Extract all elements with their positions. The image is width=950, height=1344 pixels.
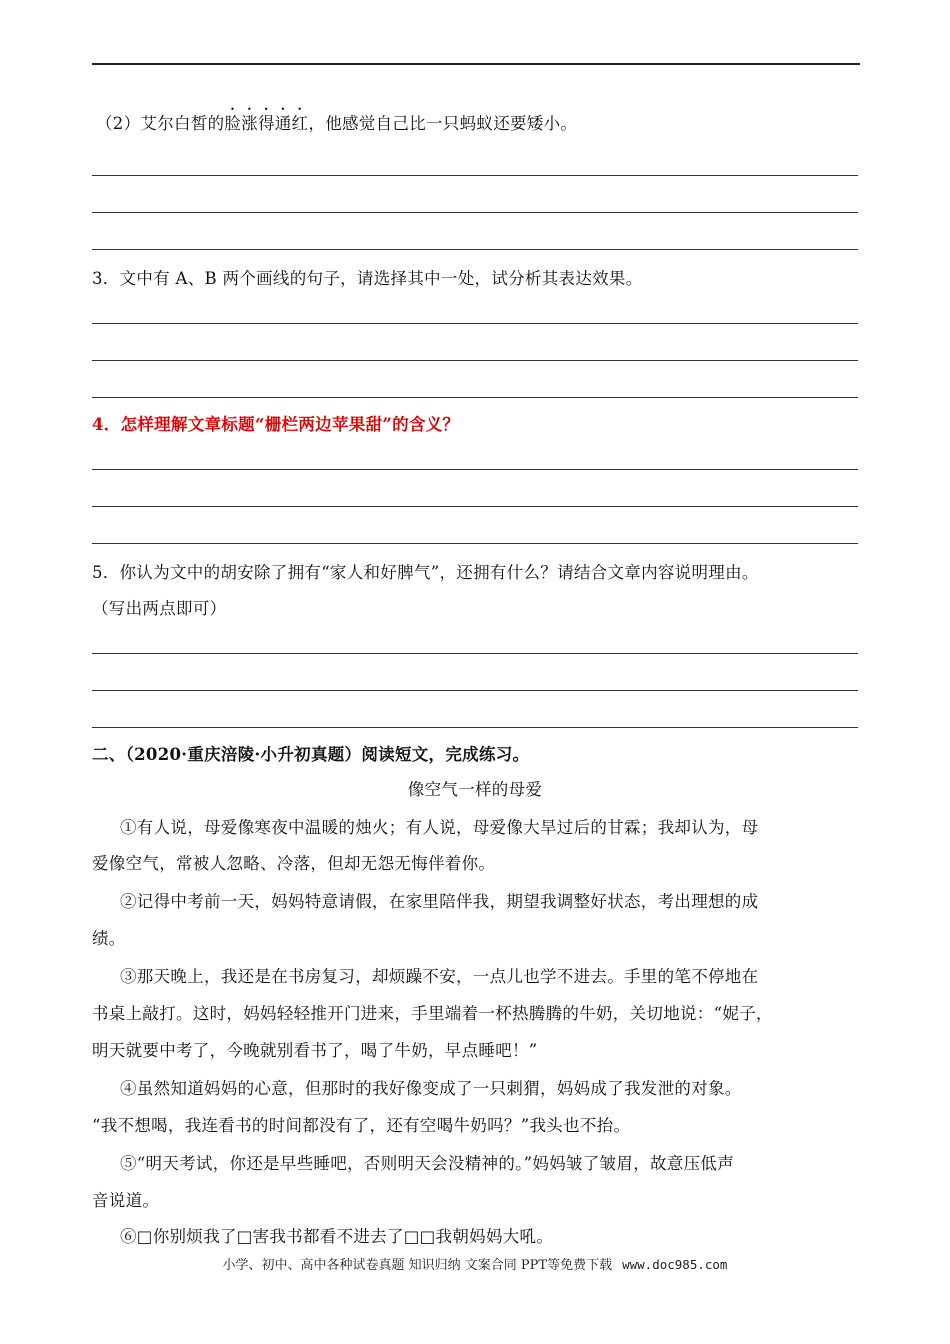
answer-line[interactable]	[92, 543, 858, 544]
header-rule	[92, 63, 860, 65]
answer-line[interactable]	[92, 727, 858, 728]
answer-line[interactable]	[92, 653, 858, 654]
answer-line[interactable]	[92, 360, 858, 361]
article-line: 音说道。	[92, 1191, 160, 1210]
answer-line[interactable]	[92, 323, 858, 324]
answer-line[interactable]	[92, 212, 858, 213]
question-2-sub2-suffix: ，他感觉自己比一只蚂蚁还要矮小。	[308, 114, 578, 133]
emphasized-phrase: 脸涨得通红	[224, 114, 309, 133]
answer-line[interactable]	[92, 506, 858, 507]
footer-url[interactable]: www.doc985.com	[622, 1257, 728, 1272]
answer-line[interactable]	[92, 249, 858, 250]
page-footer	[0, 1254, 950, 1273]
article-line: ⑥□你别烦我了□害我书都看不进去了□□我朝妈妈大吼。	[120, 1227, 554, 1246]
article-line: 绩。	[92, 929, 126, 948]
answer-line[interactable]	[92, 397, 858, 398]
section-2-heading: 二、（2020·重庆涪陵·小升初真题）阅读短文，完成练习。	[92, 745, 530, 764]
article-line: 书桌上敲打。这时，妈妈轻轻推开门进来，手里端着一杯热腾腾的牛奶，关切地说：“妮子，	[92, 1004, 773, 1023]
question-3: 3．文中有 A、B 两个画线的句子，请选择其中一处，试分析其表达效果。	[92, 269, 643, 288]
question-2-sub2	[96, 105, 577, 135]
article-line: ④虽然知道妈妈的心意，但那时的我好像变成了一只刺猬，妈妈成了我发泄的对象。	[120, 1079, 742, 1098]
article-line: “我不想喝，我连看书的时间都没有了，还有空喝牛奶吗？”我头也不抬。	[92, 1116, 631, 1135]
question-4: 4．怎样理解文章标题“栅栏两边苹果甜”的含义？	[92, 415, 460, 434]
answer-line[interactable]	[92, 175, 858, 176]
question-5-line1: 5．你认为文中的胡安除了拥有“家人和好脾气”，还拥有什么？请结合文章内容说明理由。	[92, 563, 759, 582]
answer-line[interactable]	[92, 690, 858, 691]
article-line: ②记得中考前一天，妈妈特意请假，在家里陪伴我，期望我调整好状态，考出理想的成	[120, 892, 759, 911]
article-line: ③那天晚上，我还是在书房复习，却烦躁不安，一点儿也学不进去。手里的笔不停地在	[120, 967, 759, 986]
article-line: ⑤“明天考试，你还是早些睡吧，否则明天会没精神的。”妈妈皱了皱眉，故意压低声	[120, 1154, 735, 1173]
article-line: 爱像空气，常被人忽略、冷落，但却无怨无悔伴着你。	[92, 854, 496, 873]
article-line: ①有人说，母爱像寒夜中温暖的烛火；有人说，母爱像大旱过后的甘霖；我却认为，母	[120, 818, 759, 837]
question-5-line2: （写出两点即可）	[92, 599, 227, 618]
article-line: 明天就要中考了，今晚就别看书了，喝了牛奶，早点睡吧！”	[92, 1041, 538, 1060]
question-2-sub2-prefix: （2）艾尔白皙的	[96, 114, 225, 133]
answer-line[interactable]	[92, 469, 858, 470]
article-title: 像空气一样的母爱	[407, 780, 543, 799]
footer-text: 小学、初中、高中各种试卷真题 知识归纳 文案合同 PPT等免费下载	[222, 1258, 613, 1273]
